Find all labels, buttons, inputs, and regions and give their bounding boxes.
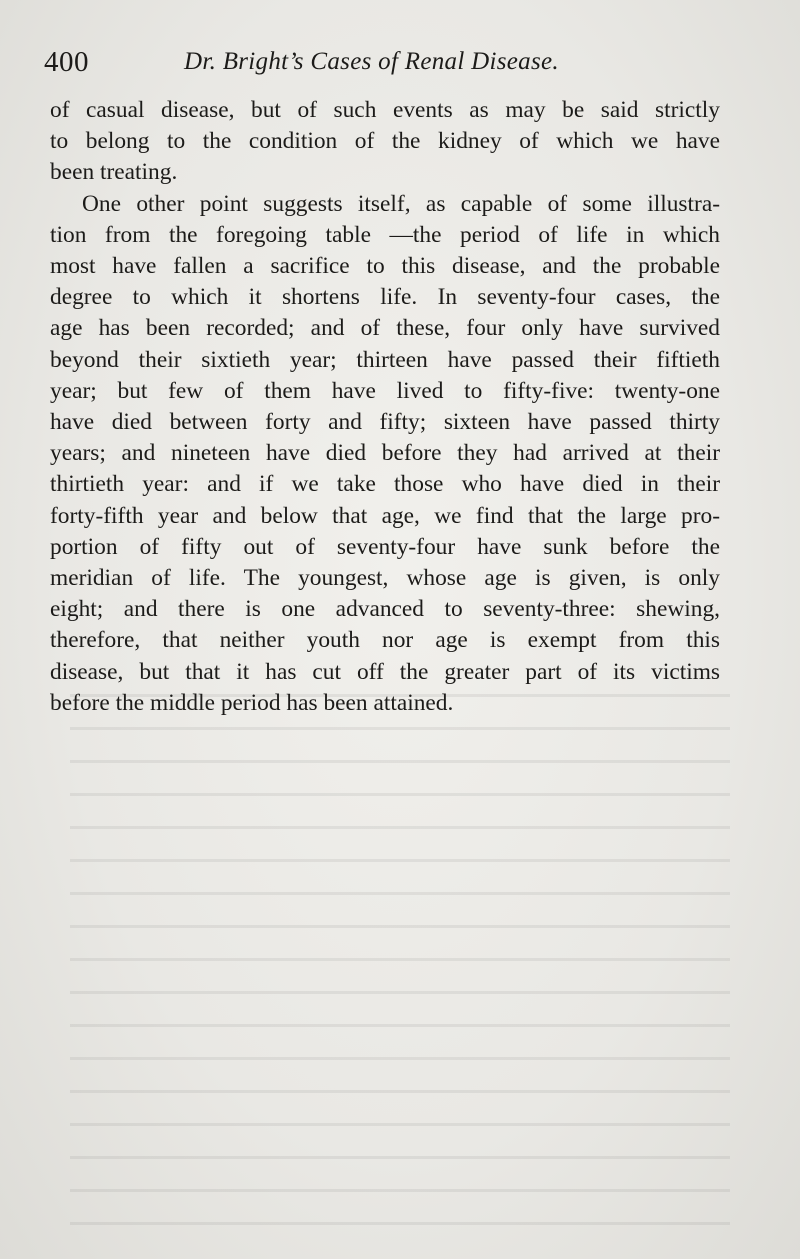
- running-title: Dr. Bright’s Cases of Renal Disease.: [184, 48, 559, 75]
- text-line: tion from the foregoing table —the period of life in which: [50, 221, 720, 248]
- text-line: thirtieth year: and if we take those who have died in their: [50, 471, 720, 498]
- text-line: beyond their sixtieth year; thirteen have passed their fiftieth: [50, 346, 720, 373]
- body-text: [50, 95, 720, 719]
- text-line: of casual disease, but of such events as may be said strictly: [50, 97, 720, 123]
- text-line: age has been recorded; and of these, four only have survived: [50, 315, 720, 342]
- text-line: been treating.: [50, 159, 178, 186]
- text-line: most have fallen a sacrifice to this disease, and the probable: [50, 253, 720, 280]
- text-line: years; and nineteen have died before they had arrived at their: [50, 440, 720, 467]
- text-line: meridian of life. The youngest, whose age is given, is only: [50, 565, 720, 592]
- text-line: to belong to the condition of the kidney of which we have: [50, 128, 720, 155]
- text-line: have died between forty and fifty; sixteen have passed thirty: [50, 409, 720, 436]
- text-line: portion of fifty out of seventy-four have sunk before the: [50, 533, 720, 560]
- text-line: forty-fifth year and below that age, we find that the large pro-: [50, 502, 720, 529]
- page-number: 400: [44, 46, 89, 78]
- text-line: disease, but that it has cut off the greater part of its victims: [50, 658, 720, 685]
- show-through-bleed: [70, 680, 730, 1240]
- text-line: therefore, that neither youth nor age is exempt from this: [50, 627, 720, 654]
- text-line: One other point suggests itself, as capable of some illustra-: [82, 190, 720, 217]
- text-line: year; but few of them have lived to fifty-five: twenty-one: [50, 377, 720, 404]
- text-line: before the middle period has been attained.: [50, 689, 454, 716]
- text-line: eight; and there is one advanced to seventy-three: shewing,: [50, 596, 720, 623]
- text-line: degree to which it shortens life. In seventy-four cases, the: [50, 284, 720, 311]
